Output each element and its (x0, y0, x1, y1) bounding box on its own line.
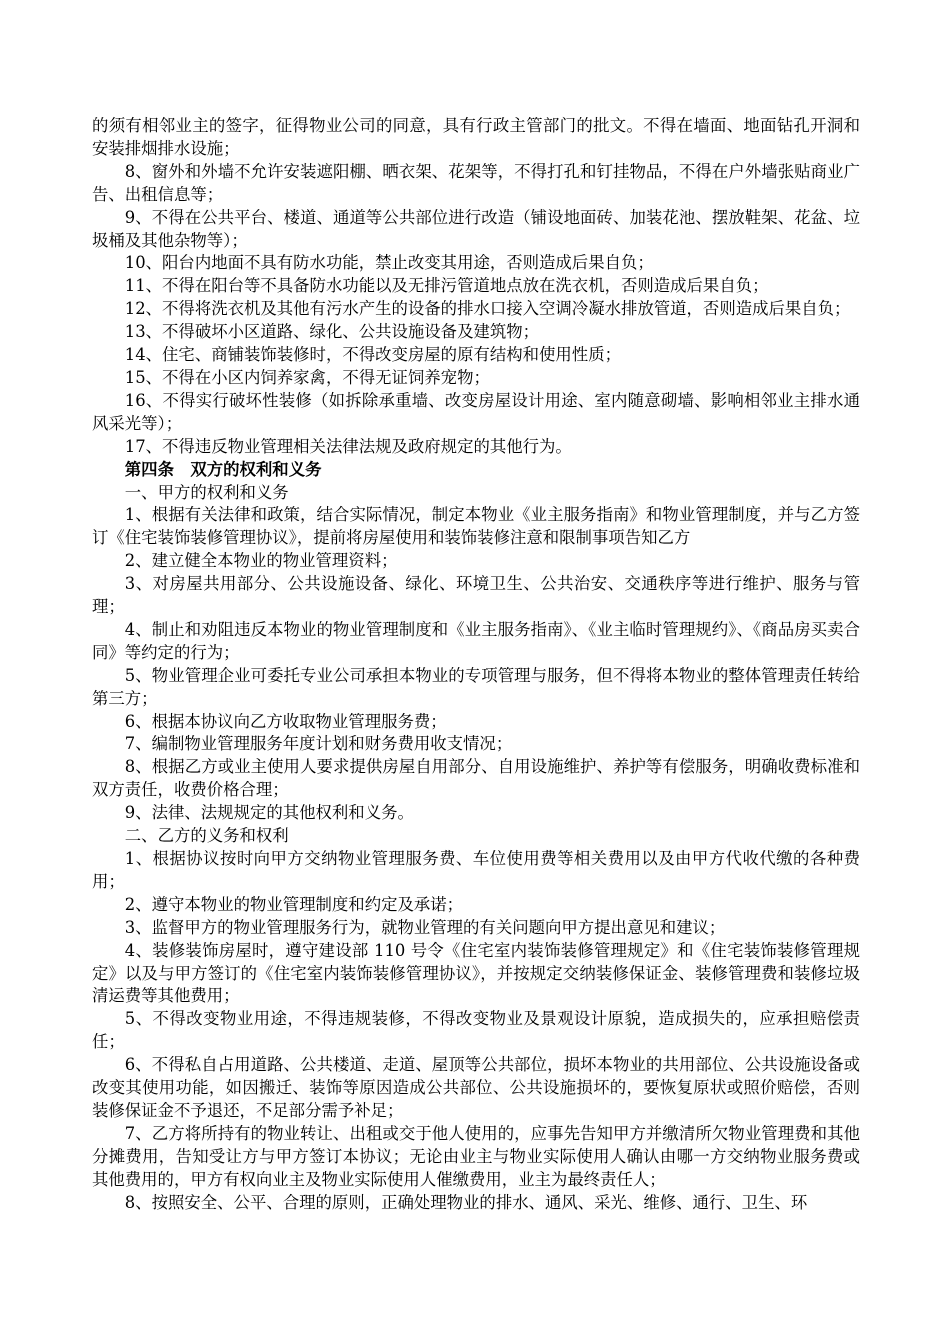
clause-13: 13、不得破坏小区道路、绿化、公共设施设备及建筑物； (124, 322, 540, 342)
section-party-b-heading: 二、乙方的义务和权利 (124, 826, 289, 846)
party-a-item-2: 2、建立健全本物业的物业管理资料； (124, 551, 398, 571)
clause-11: 11、不得在阳台等不具备防水功能以及无排污管道地点放在洗衣机，否则造成后果自负； (124, 276, 769, 296)
party-b-item-3: 3、监督甲方的物业管理服务行为，就物业管理的有关问题向甲方提出意见和建议； (124, 917, 726, 937)
continued-paragraph: 的须有相邻业主的签字，征得物业公司的同意，具有行政主管部门的批文。不得在墙面、地面钻孔开洞和安装排烟排水设施； (92, 116, 860, 158)
clause-14: 14、住宅、商铺装饰装修时，不得改变房屋的原有结构和使用性质； (124, 345, 621, 365)
party-a-item-6: 6、根据本协议向乙方收取物业管理服务费； (124, 711, 447, 731)
clause-17: 17、不得违反物业管理相关法律法规及政府规定的其他行为。 (124, 436, 572, 456)
party-a-item-1: 1、根据有关法律和政策，结合实际情况，制定本物业《业主服务指南》和物业管理制度，并与乙方签订《住宅装饰装修管理协议》，提前将房屋使用和装饰装修注意和限制事项告知乙方 (92, 505, 860, 548)
clause-15: 15、不得在小区内饲养家禽，不得无证饲养宠物； (124, 367, 490, 387)
party-b-item-8: 8、按照安全、公平、合理的原则，正确处理物业的排水、通风、采光、维修、通行、卫生、环 (124, 1192, 808, 1212)
party-b-item-1: 1、根据协议按时向甲方交纳物业管理服务费、车位使用费等相关费用以及由甲方代收代缴的各种费用； (92, 849, 860, 891)
clause-16: 16、不得实行破坏性装修（如拆除承重墙、改变房屋设计用途、室内随意砌墙、影响相邻业主排水通风采光等）； (92, 390, 860, 433)
clause-12: 12、不得将洗衣机及其他有污水产生的设备的排水口接入空调冷凝水排放管道，否则造成后果自负； (124, 299, 851, 319)
party-a-item-8: 8、根据乙方或业主使用人要求提供房屋自用部分、自用设施维护、养护等有偿服务，明确收费标准和双方责任，收费价格合理； (92, 757, 860, 800)
party-b-item-6: 6、不得私自占用道路、公共楼道、走道、屋顶等公共部位，损坏本物业的共用部位、公共设施设备或改变其使用功能，如因搬迁、装饰等原因造成公共部位、公共设施损坏的，要恢复原状或照价赔偿，否则装修保证金不予退还，不足部分需予补足； (92, 1055, 860, 1120)
clause-10: 10、阳台内地面不具有防水功能，禁止改变其用途，否则造成后果自负； (124, 253, 654, 273)
party-a-item-7: 7、编制物业管理服务年度计划和财务费用收支情况； (124, 734, 513, 754)
clause-8: 8、窗外和外墙不允许安装遮阳棚、晒衣架、花架等，不得打孔和钉挂物品，不得在户外墙张贴商业广告、出租信息等； (92, 161, 860, 204)
party-b-item-4: 4、装修装饰房屋时，遵守建设部 110 号令《住宅室内装饰装修管理规定》和《住宅装饰装修管理规定》以及与甲方签订的《住宅室内装饰装修管理协议》，并按规定交纳装修保证金、装修管理费和装修垃圾清运费等其他费用； (92, 940, 860, 1006)
section-party-a-heading: 一、甲方的权利和义务 (124, 482, 289, 502)
party-b-item-7: 7、乙方将所持有的物业转让、出租或交于他人使用的，应事先告知甲方并缴清所欠物业管理费和其他分摊费用，告知受让方与甲方签订本协议；无论由业主与物业实际使用人确认由哪一方交纳物业服务费或其他费用的，甲方有权向业主及物业实际使用人催缴费用，业主为最终责任人； (92, 1123, 860, 1189)
clause-9: 9、不得在公共平台、楼道、通道等公共部位进行改造（铺设地面砖、加装花池、摆放鞋架、花盆、垃圾桶及其他杂物等）； (92, 207, 860, 250)
party-a-item-9: 9、法律、法规规定的其他权利和义务。 (124, 803, 414, 823)
party-b-item-5: 5、不得改变物业用途，不得违规装修，不得改变物业及景观设计原貌，造成损失的，应承担赔偿责任； (92, 1009, 860, 1052)
party-b-item-2: 2、遵守本物业的物业管理制度和约定及承诺； (124, 894, 464, 914)
document-page (92, 115, 860, 1215)
article-4-heading: 第四条 双方的权利和义务 (124, 459, 322, 479)
party-a-item-5: 5、物业管理企业可委托专业公司承担本物业的专项管理与服务，但不得将本物业的整体管理责任转给第三方； (92, 665, 860, 708)
party-a-item-4: 4、制止和劝阻违反本物业的物业管理制度和《业主服务指南》、《业主临时管理规约》、《商品房买卖合同》等约定的行为； (92, 619, 860, 662)
party-a-item-3: 3、对房屋共用部分、公共设施设备、绿化、环境卫生、公共治安、交通秩序等进行维护、服务与管理； (92, 574, 860, 617)
